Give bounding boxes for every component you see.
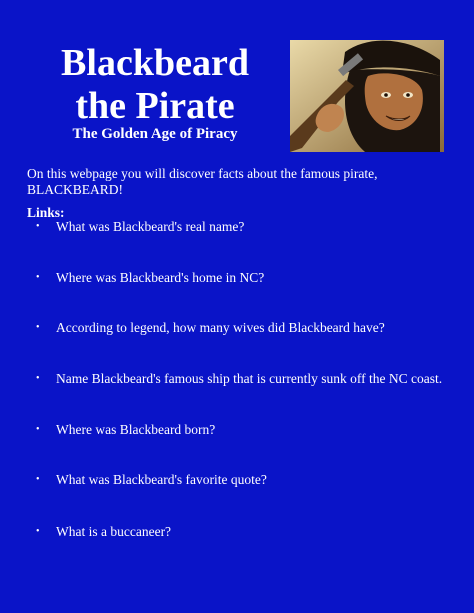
link-birthplace[interactable]: Where was Blackbeard born? [56, 422, 216, 437]
bullet-icon: • [36, 322, 40, 333]
bullet-icon: • [36, 526, 40, 537]
bullet-icon: • [36, 424, 40, 435]
intro-line-1: On this webpage you will discover facts about the famous pirate, [27, 166, 378, 181]
link-wives[interactable]: According to legend, how many wives did Blackbeard have? [56, 320, 385, 335]
link-buccaneer[interactable]: What is a buccaneer? [56, 524, 172, 539]
blackbeard-portrait-image [290, 40, 444, 152]
link-real-name[interactable]: What was Blackbeard's real name? [56, 219, 245, 234]
title-line-2: the Pirate [75, 85, 235, 127]
bullet-icon: • [36, 272, 40, 283]
portrait-illustration [290, 40, 444, 152]
link-famous-ship[interactable]: Name Blackbeard's famous ship that is currently sunk off the NC coast. [56, 371, 443, 386]
bullet-icon: • [36, 373, 40, 384]
link-home-in-nc[interactable]: Where was Blackbeard's home in NC? [56, 270, 265, 285]
bullet-icon: • [36, 474, 40, 485]
intro-paragraph [27, 166, 447, 198]
bullet-icon: • [36, 221, 40, 232]
page-title [30, 42, 280, 128]
title-line-1: Blackbeard [61, 42, 249, 84]
link-favorite-quote[interactable]: What was Blackbeard's favorite quote? [56, 472, 267, 487]
intro-line-2: BLACKBEARD! [27, 182, 124, 197]
page-subtitle: The Golden Age of Piracy [72, 126, 238, 142]
links-heading: Links: [27, 205, 65, 220]
